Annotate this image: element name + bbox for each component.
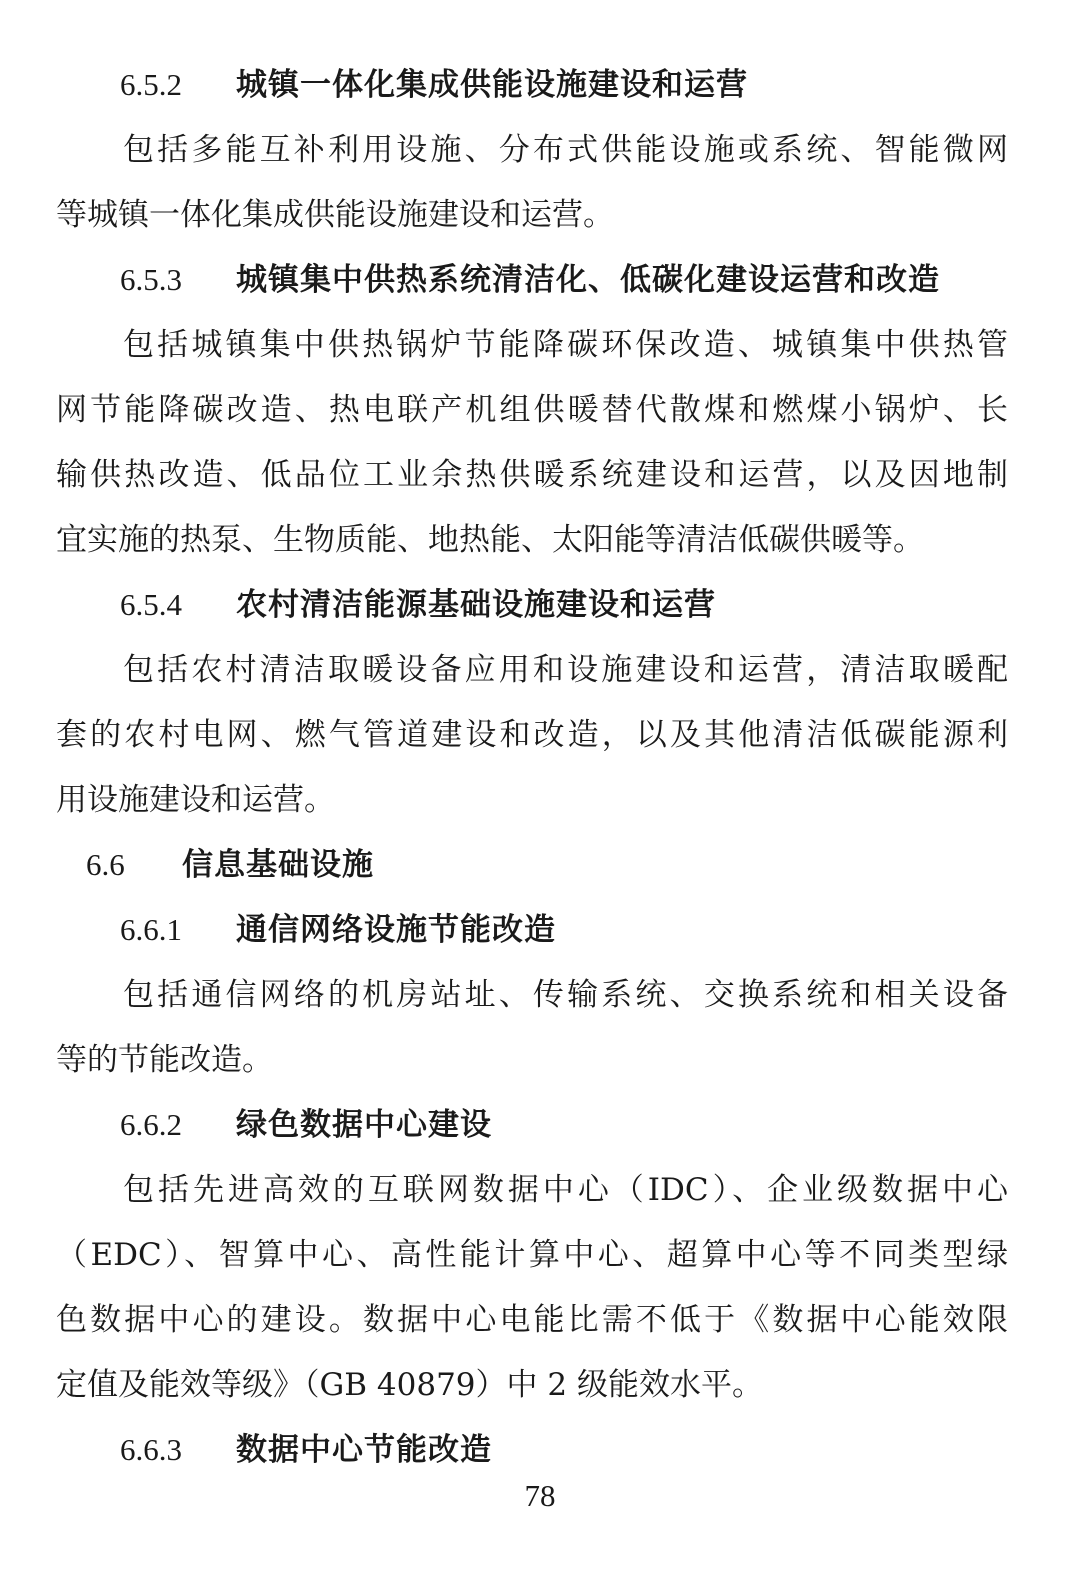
section-title: 城镇集中供热系统清洁化、低碳化建设运营和改造 bbox=[236, 262, 940, 298]
paragraph-line bbox=[0, 702, 1080, 768]
section-title: 农村清洁能源基础设施建设和运营 bbox=[236, 587, 716, 623]
paragraph-text: 等城镇一体化集成供能设施建设和运营。 bbox=[56, 197, 614, 233]
paragraph-text: 色数据中心的建设。数据中心电能比需不低于《数据中心能效限 bbox=[56, 1302, 1008, 1338]
section-number: 6.6.3 bbox=[120, 1432, 182, 1467]
section-heading-6-5-2 bbox=[0, 52, 1080, 118]
paragraph-line bbox=[0, 962, 1080, 1028]
paragraph-line bbox=[0, 507, 1080, 573]
paragraph-text: 输供热改造、低品位工业余热供暖系统建设和运营，以及因地制 bbox=[56, 457, 1008, 493]
paragraph-line bbox=[0, 377, 1080, 443]
paragraph-line bbox=[0, 1157, 1080, 1223]
paragraph-text: 包括多能互补利用设施、分布式供能设施或系统、智能微网 bbox=[123, 132, 1008, 168]
paragraph-text: 定值及能效等级》（GB 40879）中 2 级能效水平。 bbox=[56, 1367, 763, 1403]
section-heading-6-5-3 bbox=[0, 247, 1080, 313]
section-number: 6.5.4 bbox=[120, 587, 182, 622]
paragraph-line bbox=[0, 312, 1080, 378]
paragraph-line bbox=[0, 1352, 1080, 1418]
paragraph-line bbox=[0, 637, 1080, 703]
paragraph-text: 网节能降碳改造、热电联产机组供暖替代散煤和燃煤小锅炉、长 bbox=[56, 392, 1008, 428]
section-heading-6-6-1 bbox=[0, 897, 1080, 963]
paragraph-text: 包括通信网络的机房站址、传输系统、交换系统和相关设备 bbox=[123, 977, 1008, 1013]
section-heading-6-6-3 bbox=[0, 1417, 1080, 1483]
paragraph-line bbox=[0, 767, 1080, 833]
section-title: 数据中心节能改造 bbox=[236, 1432, 492, 1468]
page-number: 78 bbox=[524, 1478, 556, 1513]
paragraph-text: 宜实施的热泵、生物质能、地热能、太阳能等清洁低碳供暖等。 bbox=[56, 522, 924, 558]
section-title: 信息基础设施 bbox=[182, 847, 374, 883]
paragraph-text: 等的节能改造。 bbox=[56, 1042, 273, 1078]
paragraph-text: 包括农村清洁取暖设备应用和设施建设和运营，清洁取暖配 bbox=[123, 652, 1008, 688]
paragraph-line bbox=[0, 1027, 1080, 1093]
paragraph-text: （EDC）、智算中心、高性能计算中心、超算中心等不同类型绿 bbox=[56, 1237, 1008, 1273]
paragraph-line bbox=[0, 442, 1080, 508]
section-number: 6.6.1 bbox=[120, 912, 182, 947]
section-title: 城镇一体化集成供能设施建设和运营 bbox=[236, 67, 748, 103]
section-number: 6.5.3 bbox=[120, 262, 182, 297]
section-title: 绿色数据中心建设 bbox=[236, 1107, 492, 1143]
section-number: 6.5.2 bbox=[120, 67, 182, 102]
section-number: 6.6.2 bbox=[120, 1107, 182, 1142]
section-heading-6-6 bbox=[0, 832, 1080, 898]
paragraph-line bbox=[0, 117, 1080, 183]
paragraph-line bbox=[0, 1287, 1080, 1353]
paragraph-text: 用设施建设和运营。 bbox=[56, 782, 335, 818]
paragraph-text: 包括城镇集中供热锅炉节能降碳环保改造、城镇集中供热管 bbox=[123, 327, 1008, 363]
section-number: 6.6 bbox=[86, 847, 125, 882]
section-heading-6-6-2 bbox=[0, 1092, 1080, 1158]
paragraph-line bbox=[0, 182, 1080, 248]
section-title: 通信网络设施节能改造 bbox=[236, 912, 556, 948]
paragraph-line bbox=[0, 1222, 1080, 1288]
paragraph-text: 套的农村电网、燃气管道建设和改造，以及其他清洁低碳能源利 bbox=[56, 717, 1008, 753]
paragraph-text: 包括先进高效的互联网数据中心（IDC）、企业级数据中心 bbox=[123, 1172, 1008, 1208]
section-heading-6-5-4 bbox=[0, 572, 1080, 638]
